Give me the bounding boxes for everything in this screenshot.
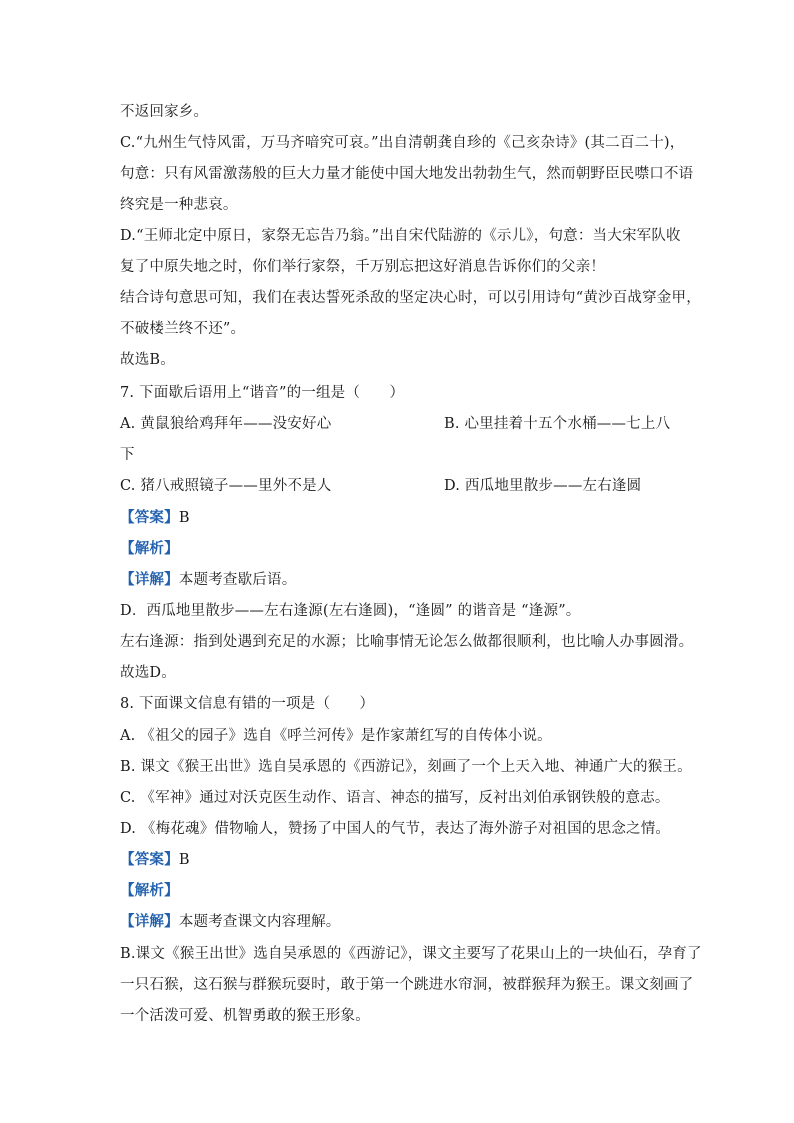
- analysis-label: 【解析】: [120, 540, 179, 557]
- answer-row: [120, 850, 190, 870]
- answer-row: [120, 508, 190, 528]
- detail-row: [120, 570, 296, 590]
- question-7-option-d: D. 西瓜地里散步——左右逢圆: [444, 478, 642, 494]
- question-7-option-b: B. 心里挂着十五个水桶——七上八: [444, 416, 671, 432]
- text-line: 一个活泼可爱、机智勇敢的猴王形象。: [120, 1008, 370, 1024]
- option-c-explanation: C.“九州生气恃风雷，万马齐喑究可哀。”出自清朝龚自珍的《己亥杂诗》(其二百二十)，: [120, 135, 685, 151]
- detail-text: 本题考查课文内容理解。: [178, 914, 341, 930]
- conclusion-text: 结合诗句意思可知，我们在表达誓死杀敌的坚定决心时，可以引用诗句“黄沙百战穿金甲，: [120, 290, 701, 306]
- text-line: 不返回家乡。: [120, 104, 209, 120]
- choice-statement: 故选B。: [120, 352, 175, 368]
- text-line: B.课文《猴王出世》选自吴承恩的《西游记》，课文主要写了花果山上的一块仙石，孕育了: [120, 946, 702, 962]
- question-8-stem: 8. 下面课文信息有错的一项是（ ）: [120, 696, 375, 712]
- text-line: 句意：只有风雷激荡般的巨大力量才能使中国大地发出勃勃生气，然而朝野臣民噤口不语: [120, 166, 694, 182]
- question-7-option-b-wrap: 下: [120, 447, 135, 463]
- text-line: 复了中原失地之时，你们举行家祭，千万别忘把这好消息告诉你们的父亲！: [120, 259, 606, 275]
- detail-text: 本题考查歇后语。: [178, 572, 297, 588]
- question-8-option-d: D. 《梅花魂》借物喻人，赞扬了中国人的气节，表达了海外游子对祖国的思念之情。: [120, 821, 671, 837]
- question-7-option-c: C. 猪八戒照镜子——里外不是人: [120, 478, 332, 494]
- option-d-explanation: D.“王师北定中原日，家祭无忘告乃翁。”出自宋代陆游的《示儿》，句意：当大宋军队收: [120, 228, 681, 244]
- detail-label: 【详解】: [120, 913, 179, 930]
- text-line: 左右逢源：指到处遇到充足的水源；比喻事情无论怎么做都很顺利，也比喻人办事圆滑。: [120, 634, 694, 650]
- answer-value: B: [178, 510, 190, 526]
- question-8-option-c: C. 《军神》通过对沃克医生动作、语言、神态的描写，反衬出刘伯承钢铁般的意志。: [120, 790, 670, 806]
- detail-row: [120, 912, 341, 932]
- answer-label: 【答案】: [120, 851, 179, 868]
- text-line: 不破楼兰终不还”。: [120, 321, 246, 337]
- question-8-option-a: A. 《祖父的园子》选自《呼兰河传》是作家萧红写的自传体小说。: [120, 728, 552, 744]
- text-line: 终究是一种悲哀。: [120, 197, 238, 213]
- question-7-option-a: A. 黄鼠狼给鸡拜年——没安好心: [120, 416, 332, 432]
- choice-statement: 故选D。: [120, 665, 176, 681]
- answer-value: B: [178, 852, 190, 868]
- question-8-option-b: B. 课文《猴王出世》选自吴承恩的《西游记》，刻画了一个上天入地、神通广大的猴王。: [120, 759, 692, 775]
- detail-label: 【详解】: [120, 571, 179, 588]
- question-7-stem: 7. 下面歇后语用上“谐音”的一组是（ ）: [120, 385, 405, 401]
- text-line: 一只石猴，这石猴与群猴玩耍时，敢于第一个跳进水帘洞，被群猴拜为猴王。课文刻画了: [120, 977, 694, 993]
- analysis-label: 【解析】: [120, 882, 179, 899]
- answer-label: 【答案】: [120, 509, 179, 526]
- text-line: D．西瓜地里散步——左右逢源(左右逢圆)，“逢圆” 的谐音是 “逢源”。: [120, 603, 581, 619]
